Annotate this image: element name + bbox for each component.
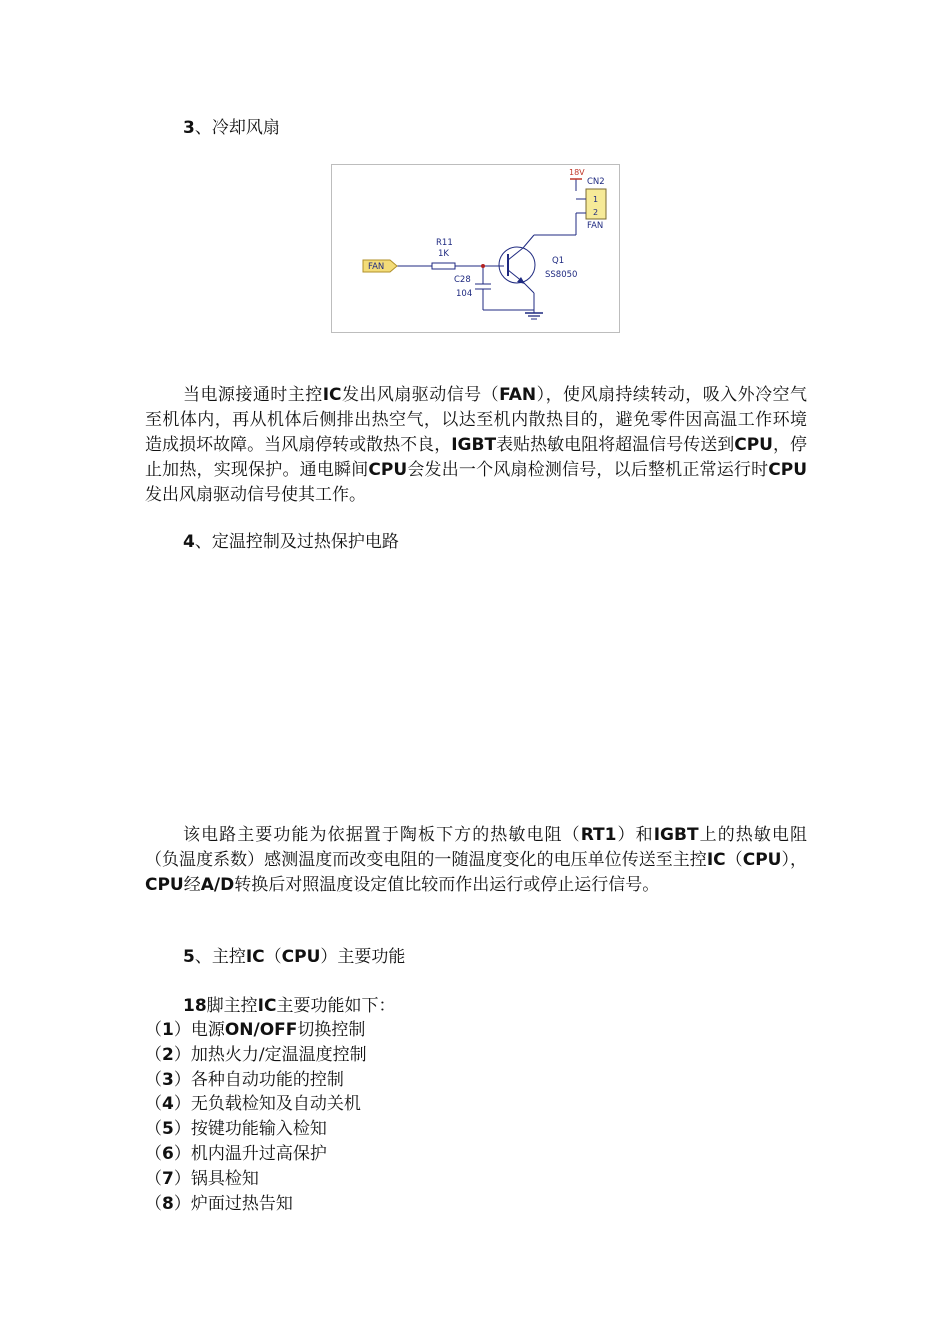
- fan-connector-label: FAN: [587, 221, 604, 231]
- para1-text-3: ），使风扇持续转动，吸入外冷空气至机体内，再从机体后侧排出热空气，以达至机内散热目的，避免零件因高温工作环境造成损坏故障。当风扇停转或散热不良，: [145, 385, 808, 455]
- item-paren-open: （: [145, 1094, 162, 1115]
- item-paren-close: ）: [173, 1143, 191, 1164]
- section-3-title: [183, 117, 280, 139]
- para1-bold-ic: IC: [322, 385, 342, 405]
- fan-circuit-diagram: [331, 164, 620, 333]
- functions-head-bold-ic: IC: [257, 996, 277, 1016]
- item-paren-open: （: [145, 1168, 162, 1189]
- para2-bold-igbt: IGBT: [653, 825, 699, 845]
- para1-bold-cpu-1: CPU: [734, 435, 773, 455]
- item-number: 5: [162, 1119, 174, 1140]
- item-paren-open: （: [145, 1069, 162, 1090]
- connector-pin2-label: 2: [593, 208, 599, 217]
- transistor-part-label: SS8050: [545, 270, 578, 280]
- item-paren-close: ）: [173, 1168, 191, 1189]
- para1-bold-igbt: IGBT: [451, 435, 497, 455]
- functions-head-text-1: 脚主控: [206, 996, 258, 1016]
- para2-bold-ad: A/D: [200, 875, 235, 895]
- para1-text-5: ，停止加热，实现保护。通电瞬间: [145, 435, 808, 480]
- section-5-text-2: （: [264, 947, 282, 967]
- para2-text-6: 经: [183, 875, 201, 895]
- fan-circuit-schematic: [332, 165, 619, 332]
- para2-text-1: 该电路主要功能为依据置于陶板下方的热敏电阻（: [183, 825, 581, 845]
- para2-bold-cpu-1: CPU: [742, 850, 782, 870]
- functions-pin-count: 18: [183, 996, 207, 1016]
- section-5-number: 5: [183, 947, 195, 967]
- section-5-text-3: ）主要功能: [320, 947, 406, 967]
- supply-voltage-label: 18V: [569, 168, 585, 177]
- fan-description-paragraph: [145, 383, 807, 508]
- item-text: 切换控制: [297, 1020, 366, 1040]
- item-text: 机内温升过高保护: [190, 1143, 327, 1164]
- connector-ref-label: CN2: [587, 177, 605, 187]
- resistor-ref-label: R11: [436, 238, 453, 248]
- section-5-text-1: 、主控: [194, 947, 246, 967]
- section-4-text: 、定温控制及过热保护电路: [194, 532, 399, 552]
- section-4-number: 4: [183, 532, 195, 552]
- item-number: 1: [162, 1020, 174, 1040]
- wire-collector-up: [523, 235, 534, 248]
- functions-list-heading: [183, 994, 395, 1018]
- connector-pin1-label: 1: [593, 195, 599, 204]
- item-number: 3: [162, 1069, 174, 1090]
- function-item: [145, 1167, 367, 1192]
- functions-list: [145, 1018, 367, 1216]
- section-3-text: 、冷却风扇: [194, 118, 280, 138]
- capacitor-ref-label: C28: [454, 275, 471, 285]
- section-5-bold-cpu: CPU: [281, 947, 321, 967]
- item-number: 8: [162, 1193, 174, 1214]
- item-paren-open: （: [145, 1193, 162, 1214]
- functions-head-text-2: 主要功能如下：: [276, 996, 396, 1016]
- para1-bold-cpu-3: CPU: [768, 460, 808, 480]
- para2-text-5: ），: [781, 850, 808, 870]
- function-item: [145, 1192, 367, 1217]
- function-item: [145, 1092, 367, 1117]
- resistor-value-label: 1K: [438, 249, 449, 259]
- item-text: 加热火力/定温温度控制: [190, 1044, 367, 1065]
- transistor-collector-lead: [508, 248, 523, 260]
- item-paren-open: （: [145, 1119, 162, 1140]
- para2-text-2: ）和: [616, 825, 654, 845]
- item-paren-close: ）: [173, 1044, 191, 1065]
- temperature-control-paragraph: [145, 823, 807, 898]
- section-5-title: [183, 946, 405, 968]
- para2-text-4: （: [725, 850, 743, 870]
- item-text: 电源: [190, 1020, 225, 1040]
- item-text: 无负载检知及自动关机: [190, 1094, 361, 1115]
- item-number: 7: [162, 1168, 174, 1189]
- item-paren-open: （: [145, 1020, 162, 1040]
- function-item: [145, 1142, 367, 1167]
- item-paren-close: ）: [173, 1094, 191, 1115]
- function-item: [145, 1068, 367, 1093]
- item-text: 锅具检知: [190, 1168, 259, 1189]
- para2-text-3: 上的热敏电阻（负温度系数）感测温度而改变电阻的一随温度变化的电压单位传送至主控: [145, 825, 808, 870]
- para1-text-4: 表贴热敏电阻将超温信号传送到: [496, 435, 735, 455]
- item-text: 各种自动功能的控制: [190, 1069, 344, 1090]
- para2-bold-ic: IC: [706, 850, 726, 870]
- item-number: 4: [162, 1094, 174, 1115]
- fan-input-label: FAN: [368, 262, 385, 272]
- item-text: 炉面过热告知: [190, 1193, 293, 1214]
- function-item: [145, 1117, 367, 1142]
- item-number: 6: [162, 1143, 174, 1164]
- para1-text-7: 发出风扇驱动信号使其工作。: [145, 485, 366, 505]
- item-paren-open: （: [145, 1143, 162, 1164]
- item-paren-close: ）: [173, 1069, 191, 1090]
- function-item: [145, 1043, 367, 1068]
- para1-text-6: 会发出一个风扇检测信号，以后整机正常运行时: [407, 460, 769, 480]
- section-5-bold-ic: IC: [245, 947, 265, 967]
- para2-text-7: 转换后对照温度设定值比较而作出运行或停止运行信号。: [234, 875, 660, 895]
- para2-bold-cpu-2: CPU: [145, 875, 184, 895]
- para1-bold-cpu-2: CPU: [368, 460, 408, 480]
- item-paren-close: ）: [173, 1119, 191, 1140]
- item-paren-open: （: [145, 1044, 162, 1065]
- para1-text-1: 当电源接通时主控: [183, 385, 323, 405]
- para2-bold-rt1: RT1: [580, 825, 617, 845]
- item-text: 按键功能输入检知: [190, 1119, 327, 1140]
- para1-text-2: 发出风扇驱动信号（: [341, 385, 500, 405]
- para1-bold-fan: FAN: [499, 385, 537, 405]
- item-text: ON/OFF: [224, 1020, 298, 1040]
- resistor-r11: [432, 263, 455, 269]
- transistor-ref-label: Q1: [552, 256, 565, 266]
- capacitor-value-label: 104: [456, 289, 473, 299]
- section-4-title: [183, 531, 399, 553]
- item-number: 2: [162, 1044, 174, 1065]
- item-paren-close: ）: [173, 1020, 191, 1040]
- junction-dot: [481, 264, 485, 268]
- function-item: [145, 1018, 367, 1043]
- section-3-number: 3: [183, 118, 195, 138]
- item-paren-close: ）: [173, 1193, 191, 1214]
